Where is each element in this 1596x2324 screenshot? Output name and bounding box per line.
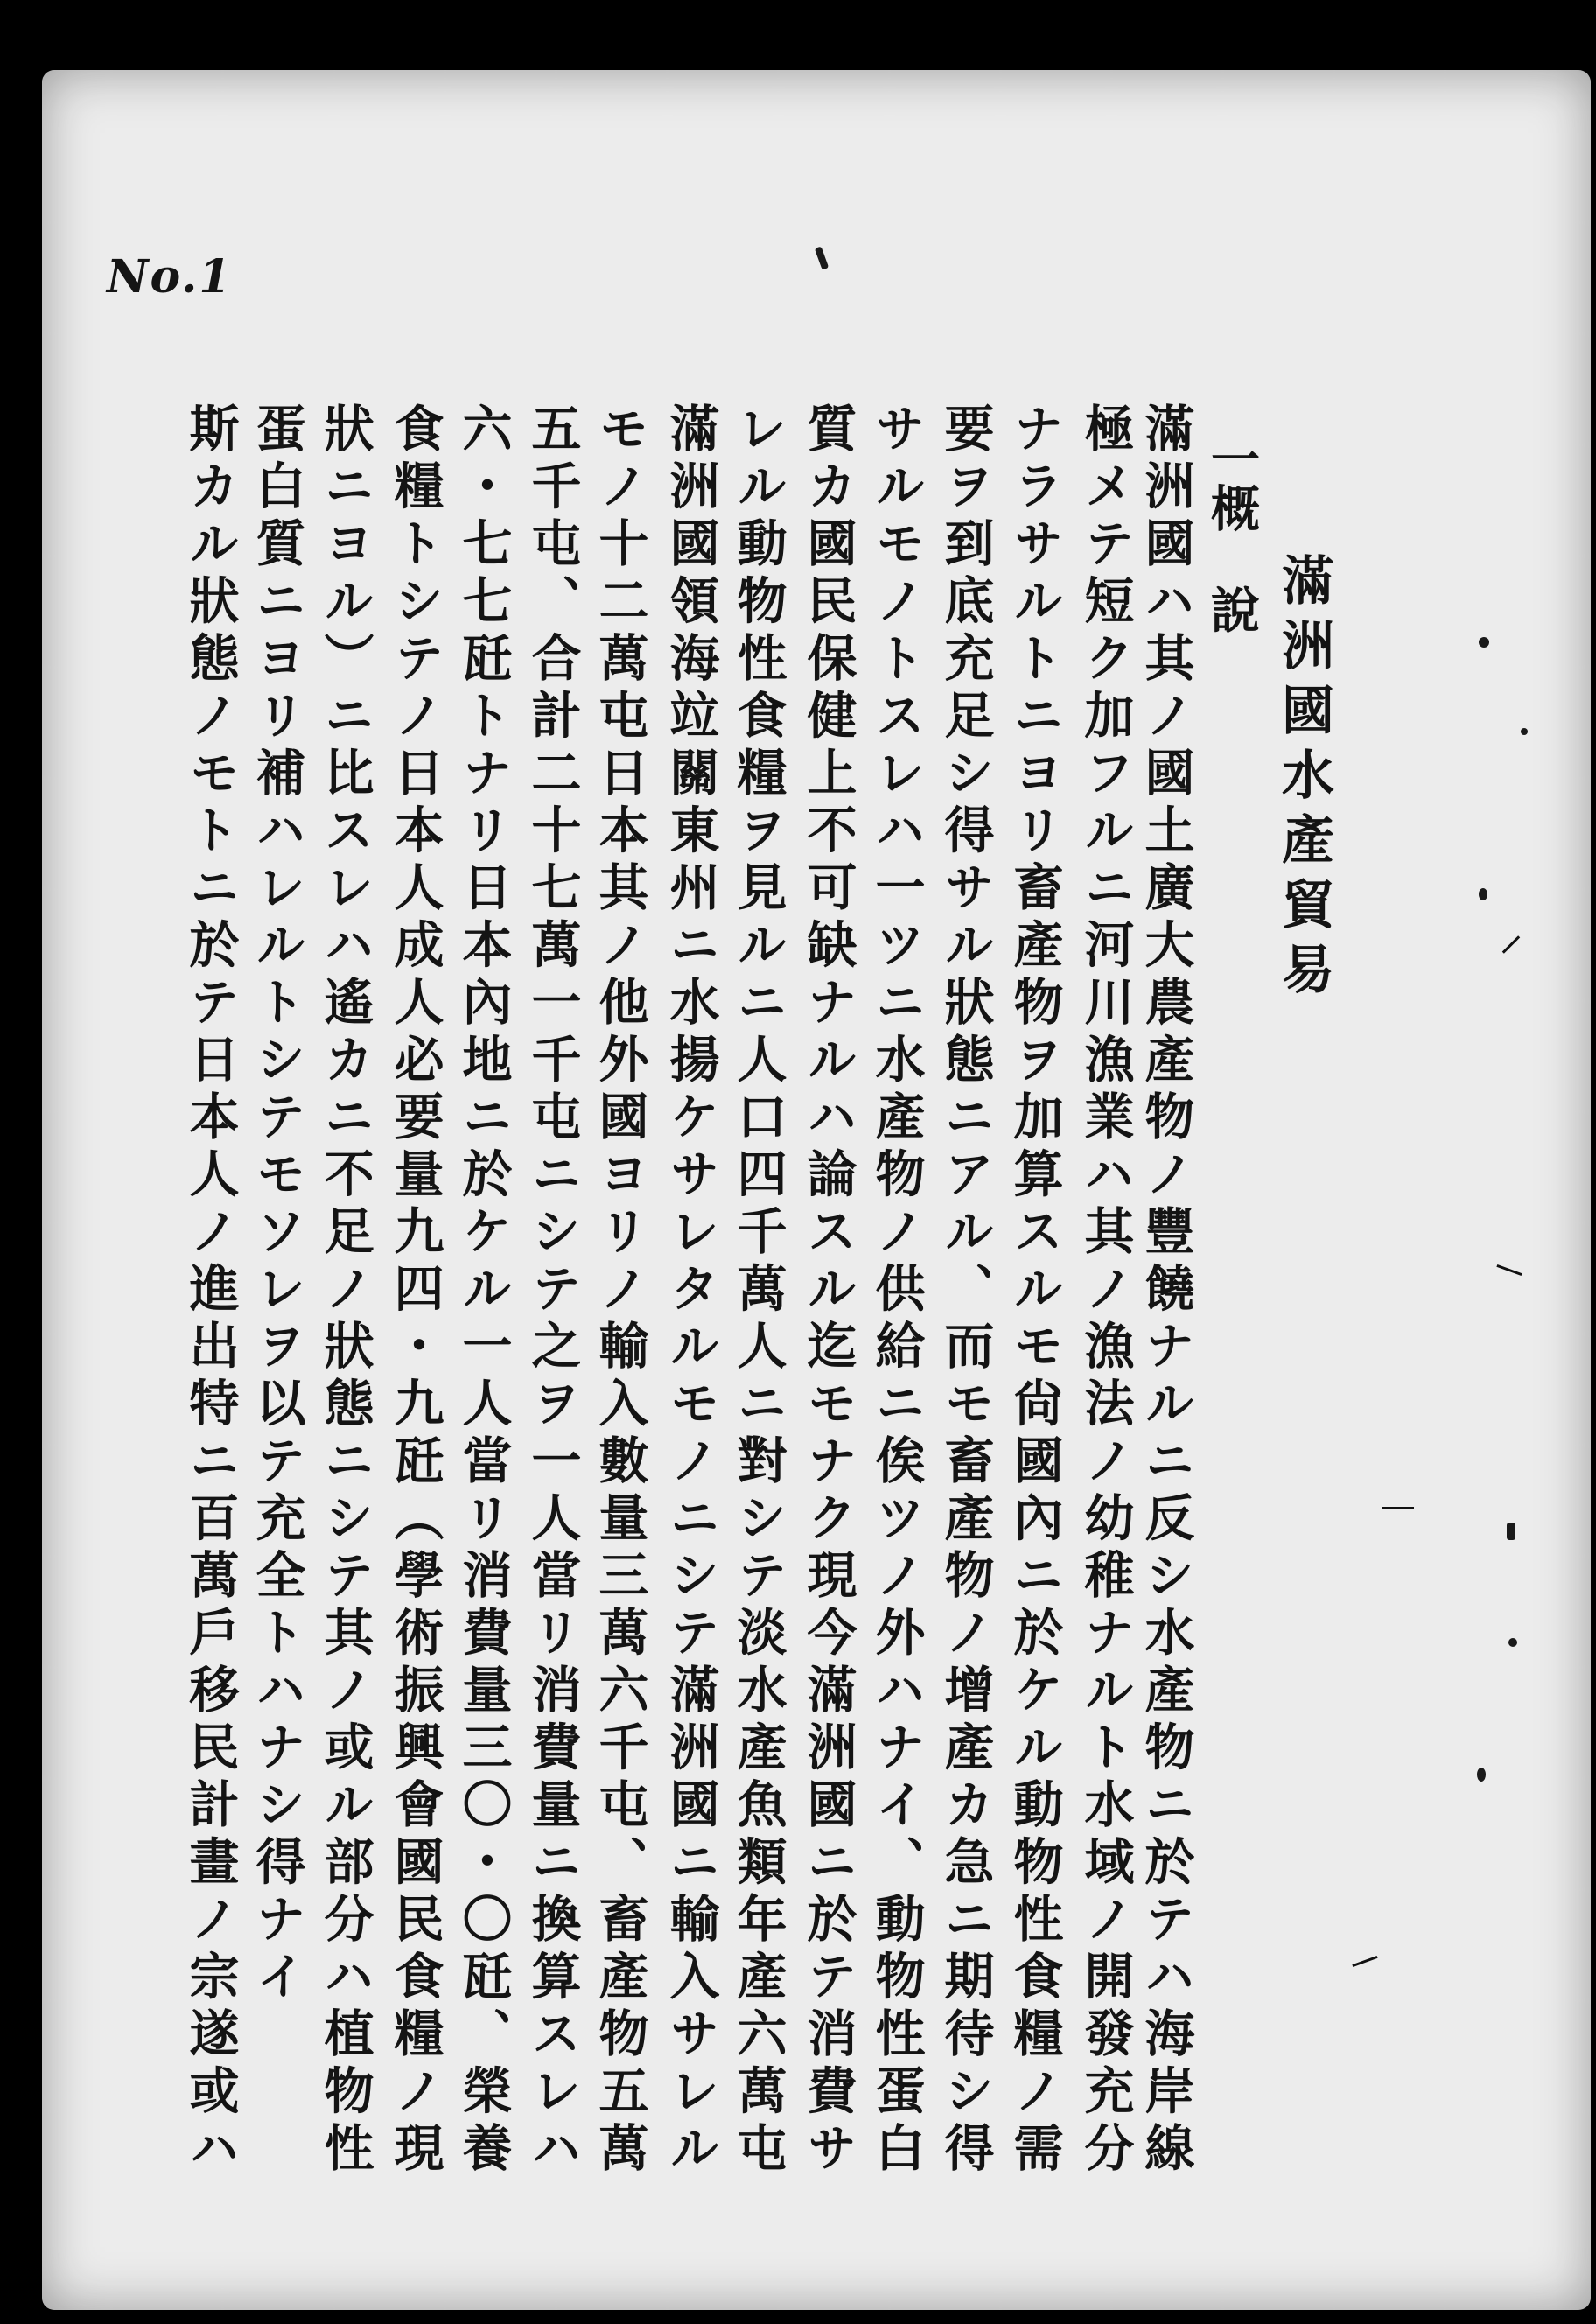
body-column: サルモノトスレハ一ツニ水產物ノ供給ニ俟ツノ外ハナイ、動物性蛋白 xyxy=(867,402,926,2180)
body-column: 五千屯、合計二十七萬一千屯ニシテ之ヲ一人當リ消費量ニ換算スレハ xyxy=(523,402,582,2180)
body-column: 滿洲國ハ其ノ國土廣大農產物ノ豐饒ナルニ反シ水產物ニ於テハ海岸線 xyxy=(1137,402,1195,2180)
scan-speck xyxy=(1479,888,1488,900)
body-column: ナラサルトニヨリ畜產物ヲ加算スルモ尙國內ニ於ケル動物性食糧ノ需 xyxy=(1005,402,1064,2180)
body-column: 滿洲國領海竝關東州ニ水揚ケサレタルモノニシテ滿洲國ニ輸入サレル xyxy=(662,402,720,2180)
scan-speck xyxy=(1507,1522,1516,1540)
body-column: モノ十二萬屯日本其ノ他外國ヨリノ輸入數量三萬六千屯、畜產物五萬 xyxy=(591,402,649,2180)
body-column: 蛋白質ニヨリ補ハレルトシテモソレヲ以テ充全トハナシ得ナイ xyxy=(248,402,306,2007)
section-number: 一 xyxy=(1203,434,1261,483)
body-column: 質カ國民保健上不可缺ナルハ論スル迄モナク現今滿洲國ニ於テ消費サ xyxy=(799,402,858,2180)
page-number: No.1 xyxy=(107,250,233,304)
body-column: 極メテ短ク加フルニ河川漁業ハ其ノ漁法ノ幼稚ナルト水域ノ開發充分 xyxy=(1076,402,1135,2180)
scan-speck xyxy=(1479,637,1489,648)
scan-speck xyxy=(1508,1638,1517,1647)
section-heading xyxy=(1203,434,1261,686)
scan-speck xyxy=(1521,728,1528,735)
body-column: 斯カル狀態ノモトニ於テ日本人ノ進出特ニ百萬戶移民計畫ノ宗遂或ハ xyxy=(181,402,240,2180)
scan-speck xyxy=(1477,1768,1486,1782)
body-column: レル動物性食糧ヲ見ルニ人口四千萬人ニ對シテ淡水產魚類年產六萬屯 xyxy=(729,402,788,2180)
body-column: 六・七七瓩トナリ日本內地ニ於ケル一人當リ消費量三〇・〇瓩、榮養 xyxy=(454,402,513,2180)
document-title: 滿洲國水產貿易 xyxy=(1273,553,1334,1006)
scan-smudge xyxy=(1382,1507,1414,1509)
body-column: 狀ニヨル）ニ比スレハ遙カニ不足ノ狀態ニシテ其ノ或ル部分ハ植物性 xyxy=(316,402,374,2180)
body-column: 食糧トシテノ日本人成人必要量九四・九瓩（學術振興會國民食糧ノ現 xyxy=(386,402,444,2180)
body-column: 要ヲ到底充足シ得サル狀態ニアル、而モ畜產物ノ增產カ急ニ期待シ得 xyxy=(936,402,995,2180)
section-heading-text: 概說 xyxy=(1203,483,1261,686)
